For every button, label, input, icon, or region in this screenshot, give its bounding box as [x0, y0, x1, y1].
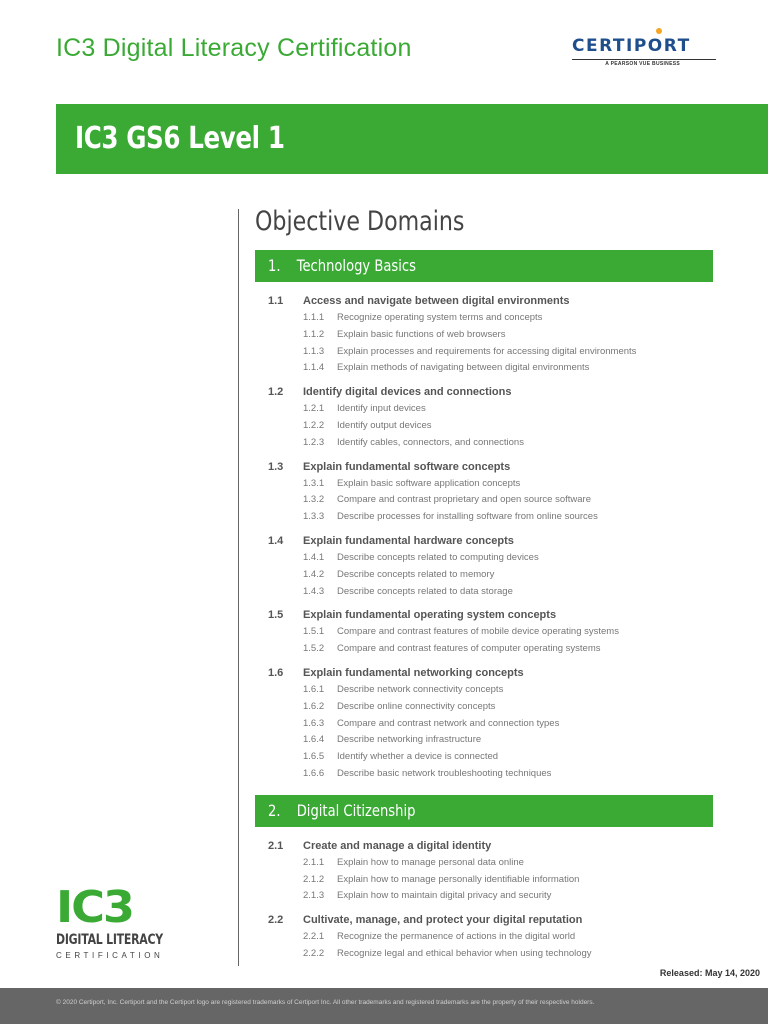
logo-subtitle: A PEARSON VUE BUSINESS: [605, 61, 680, 67]
sub-objective: [255, 766, 713, 783]
sub-objective: [255, 855, 713, 872]
objective-number: 1.3: [268, 460, 284, 473]
sub-objective-number: 1.4.2: [303, 568, 325, 580]
domain-header: [255, 795, 713, 827]
domain-title: Technology Basics: [296, 256, 416, 275]
ic3-badge-big: IC3: [56, 882, 133, 933]
objective-row: [255, 532, 713, 550]
sub-objective: [255, 584, 713, 601]
sub-objective-number: 1.2.3: [303, 436, 325, 448]
sub-objective-text: Recognize legal and ethical behavior when using technology: [337, 947, 592, 959]
sub-objective: [255, 509, 713, 526]
sub-objective-text: Compare and contrast network and connection types: [337, 717, 560, 729]
sub-objective-text: Explain how to maintain digital privacy and security: [337, 890, 552, 902]
sub-objective-text: Describe network connectivity concepts: [337, 683, 504, 695]
sub-objective-text: Describe basic network troubleshooting techniques: [337, 767, 552, 779]
sub-objective: [255, 716, 713, 733]
sub-objective: [255, 360, 713, 377]
vertical-divider: [238, 209, 239, 966]
logo-dot-icon: [656, 28, 662, 34]
domain-number: 2.: [268, 800, 281, 820]
sub-objective: [255, 567, 713, 584]
objective-row: [255, 458, 713, 476]
sub-objective-number: 2.1.1: [303, 856, 325, 868]
sub-objective-number: 2.1.3: [303, 890, 325, 902]
objective-row: [255, 837, 713, 855]
objective-title: Explain fundamental software concepts: [303, 460, 511, 473]
objective-title: Access and navigate between digital environments: [303, 295, 570, 307]
objective-title: Explain fundamental hardware concepts: [303, 534, 514, 547]
sub-objective-text: Recognize operating system terms and concepts: [337, 312, 543, 323]
sub-objective-number: 1.6.5: [303, 751, 325, 763]
sub-objective-number: 1.1.2: [303, 328, 325, 340]
objective: [255, 383, 713, 451]
sub-objective-text: Identify cables, connectors, and connections: [337, 436, 524, 448]
sub-objective-text: Describe concepts related to memory: [337, 568, 495, 580]
sub-objective: [255, 624, 713, 641]
sub-objective-number: 1.3.3: [303, 511, 325, 523]
sub-objective-text: Describe concepts related to computing devices: [337, 551, 539, 563]
sub-objective: [255, 946, 713, 963]
sub-objective: [255, 344, 713, 361]
sub-objective-text: Explain processes and requirements for accessing digital environments: [337, 345, 637, 357]
sub-objective: [255, 872, 713, 889]
document-title: IC3 Digital Literacy Certification: [56, 34, 412, 62]
objective-row: [255, 292, 713, 310]
sub-objective-number: 1.5.1: [303, 626, 325, 638]
sub-objective-text: Recognize the permanence of actions in the digital world: [337, 931, 576, 943]
sub-objective: [255, 682, 713, 699]
objective-title: Identify digital devices and connections: [303, 386, 512, 399]
sub-objective-text: Explain how to manage personal data online: [337, 856, 524, 868]
objective-title: Cultivate, manage, and protect your digital reputation: [303, 914, 583, 927]
objective: [255, 292, 713, 377]
objective-row: [255, 911, 713, 929]
sub-objective: [255, 310, 713, 327]
objective: [255, 664, 713, 783]
sub-objective-number: 1.1.1: [303, 312, 325, 323]
sub-objective: [255, 327, 713, 344]
sub-objective-number: 2.2.1: [303, 931, 325, 943]
sub-objective-number: 2.2.2: [303, 947, 325, 959]
objective-number: 1.4: [268, 534, 284, 547]
release-date: Released: May 14, 2020: [659, 968, 760, 978]
sub-objective-text: Identify output devices: [337, 419, 432, 431]
sub-objective: [255, 699, 713, 716]
sub-objective-text: Describe concepts related to data storage: [337, 585, 513, 597]
sub-objective-number: 1.1.3: [303, 345, 325, 357]
objective: [255, 606, 713, 658]
sub-objective: [255, 749, 713, 766]
sub-objective-text: Explain basic software application concepts: [337, 477, 521, 489]
sub-objective-number: 1.1.4: [303, 362, 325, 374]
sub-objective-text: Identify input devices: [337, 403, 426, 415]
sub-objective: [255, 401, 713, 418]
sub-objective-text: Identify whether a device is connected: [337, 751, 499, 763]
sub-objective: [255, 476, 713, 493]
banner-title: IC3 GS6 Level 1: [75, 121, 285, 156]
section-heading: Objective Domains: [255, 206, 465, 237]
sub-objective-number: 1.2.2: [303, 419, 325, 431]
logo-wordmark: CERTIPORT: [572, 36, 691, 56]
sub-objective: [255, 550, 713, 567]
objective-number: 1.2: [268, 386, 284, 399]
objective-row: [255, 383, 713, 401]
domain-header-text: [268, 250, 416, 282]
ic3-badge: [56, 882, 166, 966]
domain-header-text: [268, 795, 415, 827]
objective-number: 1.1: [268, 295, 284, 307]
sub-objective: [255, 888, 713, 905]
sub-objective-text: Describe processes for installing software from online sources: [337, 511, 598, 523]
sub-objective-text: Compare and contrast features of mobile device operating systems: [337, 626, 619, 638]
objective-domains: [255, 200, 713, 969]
domain-title: Digital Citizenship: [296, 800, 416, 820]
footer-text: © 2020 Certiport, Inc. Certiport and the Certiport logo are registered trademarks of Certiport Inc. All other trademarks and registered trademarks are the property of their respective holders.: [56, 999, 595, 1006]
objective-row: [255, 664, 713, 682]
sub-objective-number: 1.3.2: [303, 494, 325, 506]
sub-objective-text: Explain basic functions of web browsers: [337, 328, 506, 340]
sub-objective: [255, 418, 713, 435]
sub-objective: [255, 435, 713, 452]
objective: [255, 458, 713, 526]
sub-objective: [255, 641, 713, 658]
sub-objective-number: 1.6.3: [303, 717, 325, 729]
footer: [0, 988, 768, 1024]
sub-objective-number: 1.5.2: [303, 643, 325, 655]
sub-objective-number: 1.4.3: [303, 585, 325, 597]
objective-title: Explain fundamental operating system concepts: [303, 609, 557, 622]
sub-objective-number: 1.4.1: [303, 551, 325, 563]
logo-rule: [572, 59, 716, 60]
objective-number: 2.2: [268, 914, 284, 927]
ic3-badge-mid: DIGITAL LITERACY: [56, 932, 163, 948]
sub-objective: [255, 929, 713, 946]
sub-objective-number: 1.2.1: [303, 403, 325, 415]
objective-title: Explain fundamental networking concepts: [303, 666, 524, 679]
objective: [255, 911, 713, 963]
sub-objective-number: 1.3.1: [303, 477, 325, 489]
sub-objective-number: 2.1.2: [303, 873, 325, 885]
sub-objective-text: Describe online connectivity concepts: [337, 700, 496, 712]
ic3-badge-small: CERTIFICATION: [56, 951, 164, 960]
sub-objective: [255, 492, 713, 509]
sub-objective-number: 1.6.1: [303, 683, 325, 695]
sub-objective-text: Explain methods of navigating between digital environments: [337, 362, 590, 374]
objective: [255, 837, 713, 905]
sub-objective-number: 1.6.6: [303, 767, 325, 779]
certiport-logo: [572, 28, 716, 70]
sub-objective-number: 1.6.2: [303, 700, 325, 712]
sub-objective: [255, 732, 713, 749]
sub-objective-number: 1.6.4: [303, 734, 325, 746]
sub-objective-text: Compare and contrast features of computer operating systems: [337, 643, 601, 655]
objective-number: 2.1: [268, 839, 284, 852]
domain-list: [255, 250, 713, 963]
domain-number: 1.: [268, 256, 281, 275]
sub-objective-text: Describe networking infrastructure: [337, 734, 482, 746]
sub-objective-text: Compare and contrast proprietary and open source software: [337, 494, 591, 506]
objective-number: 1.5: [268, 609, 284, 622]
objective-row: [255, 606, 713, 624]
objective: [255, 532, 713, 600]
objective-title: Create and manage a digital identity: [303, 839, 492, 852]
title-banner: [56, 104, 768, 174]
objective-number: 1.6: [268, 666, 284, 679]
domain-header: [255, 250, 713, 282]
sub-objective-text: Explain how to manage personally identifiable information: [337, 873, 580, 885]
